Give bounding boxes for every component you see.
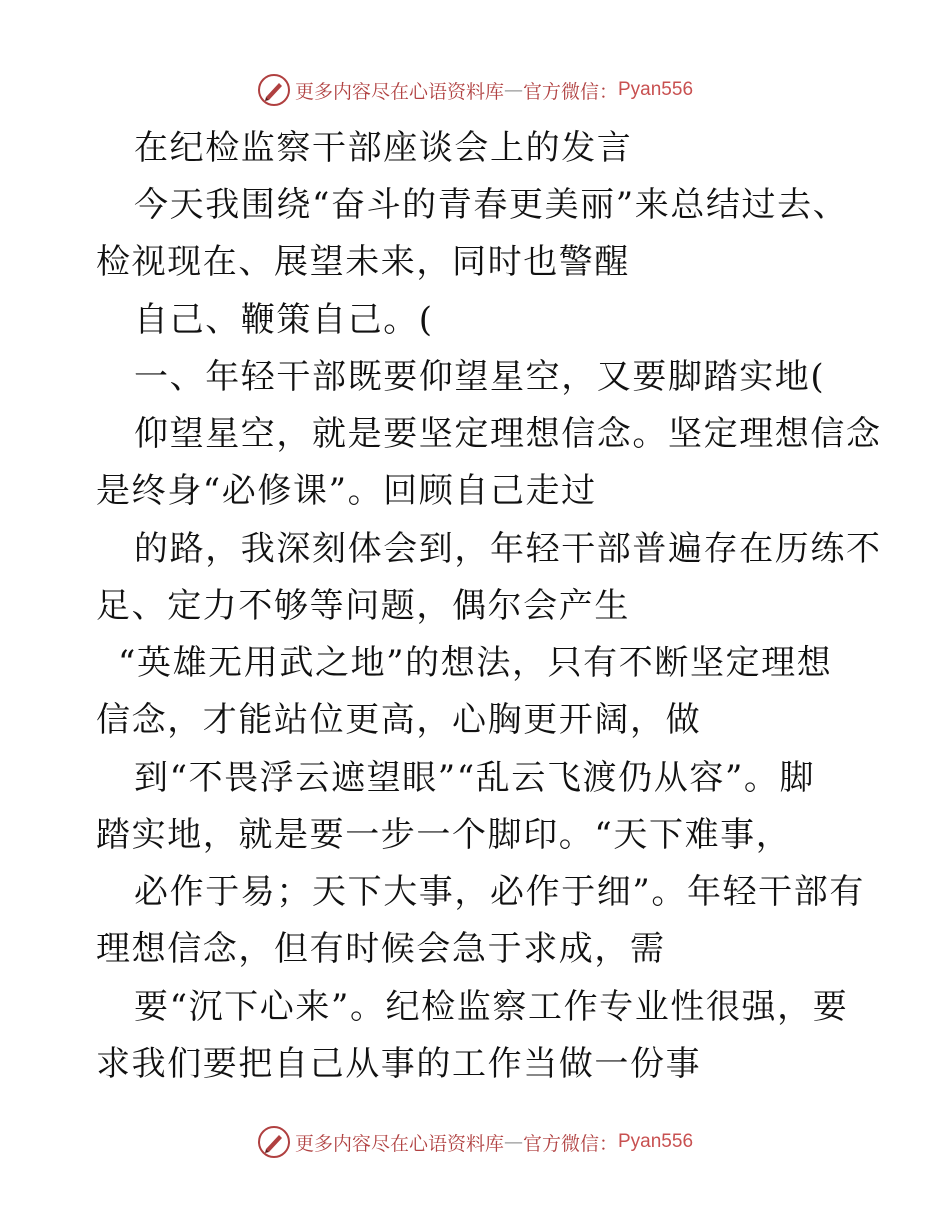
footer-watermark <box>0 1120 950 1164</box>
text-line: 仰望星空，就是要坚定理想信念。坚定理想信念 <box>134 414 882 454</box>
watermark-contact-label: 官方微信： <box>522 1132 618 1155</box>
document-title: 在纪检监察干部座谈会上的发言 <box>134 128 633 168</box>
watermark-contact-id: Pyan556 <box>618 1131 694 1152</box>
text-line: 今天我围绕“奋斗的青春更美丽”来总结过去、 <box>134 185 849 225</box>
section-heading: 一、年轻干部既要仰望星空，又要脚踏实地( <box>134 357 826 397</box>
text-line: 求我们要把自己从事的工作当做一份事 <box>96 1044 702 1084</box>
text-line: 必作于易；天下大事，必作于细”。年轻干部有 <box>134 872 865 912</box>
text-line: “英雄无用武之地”的想法，只有不断坚定理想 <box>118 643 833 683</box>
text-line: 踏实地，就是要一步一个脚印。“天下难事， <box>96 815 792 855</box>
text-line: 到“不畏浮云遮望眼”“乱云飞渡仍从容”。脚 <box>134 758 816 798</box>
text-line: 的路，我深刻体会到，年轻干部普遍存在历练不 <box>134 529 882 569</box>
watermark-text: 更多内容尽在心语资料库 <box>294 1132 504 1155</box>
watermark-contact-id: Pyan556 <box>618 79 694 100</box>
text-line: 要“沉下心来”。纪检监察工作专业性很强，要 <box>134 987 849 1027</box>
watermark-contact-label: 官方微信： <box>522 80 618 103</box>
text-line: 信念，才能站位更高，心胸更开阔，做 <box>96 700 702 740</box>
header-watermark <box>0 68 950 112</box>
text-line: 检视现在、展望未来，同时也警醒 <box>96 242 630 282</box>
watermark-separator: — <box>503 1131 523 1153</box>
pen-logo-icon <box>257 1125 291 1159</box>
watermark-text: 更多内容尽在心语资料库 <box>294 80 504 103</box>
text-line: 理想信念，但有时候会急于求成，需 <box>96 929 666 969</box>
text-line: 足、定力不够等问题，偶尔会产生 <box>96 586 630 626</box>
watermark-separator: — <box>503 79 523 101</box>
text-line: 是终身“必修课”。回顾自己走过 <box>96 471 597 511</box>
text-line: 自己、鞭策自己。( <box>134 300 434 340</box>
pen-logo-icon <box>257 73 291 107</box>
